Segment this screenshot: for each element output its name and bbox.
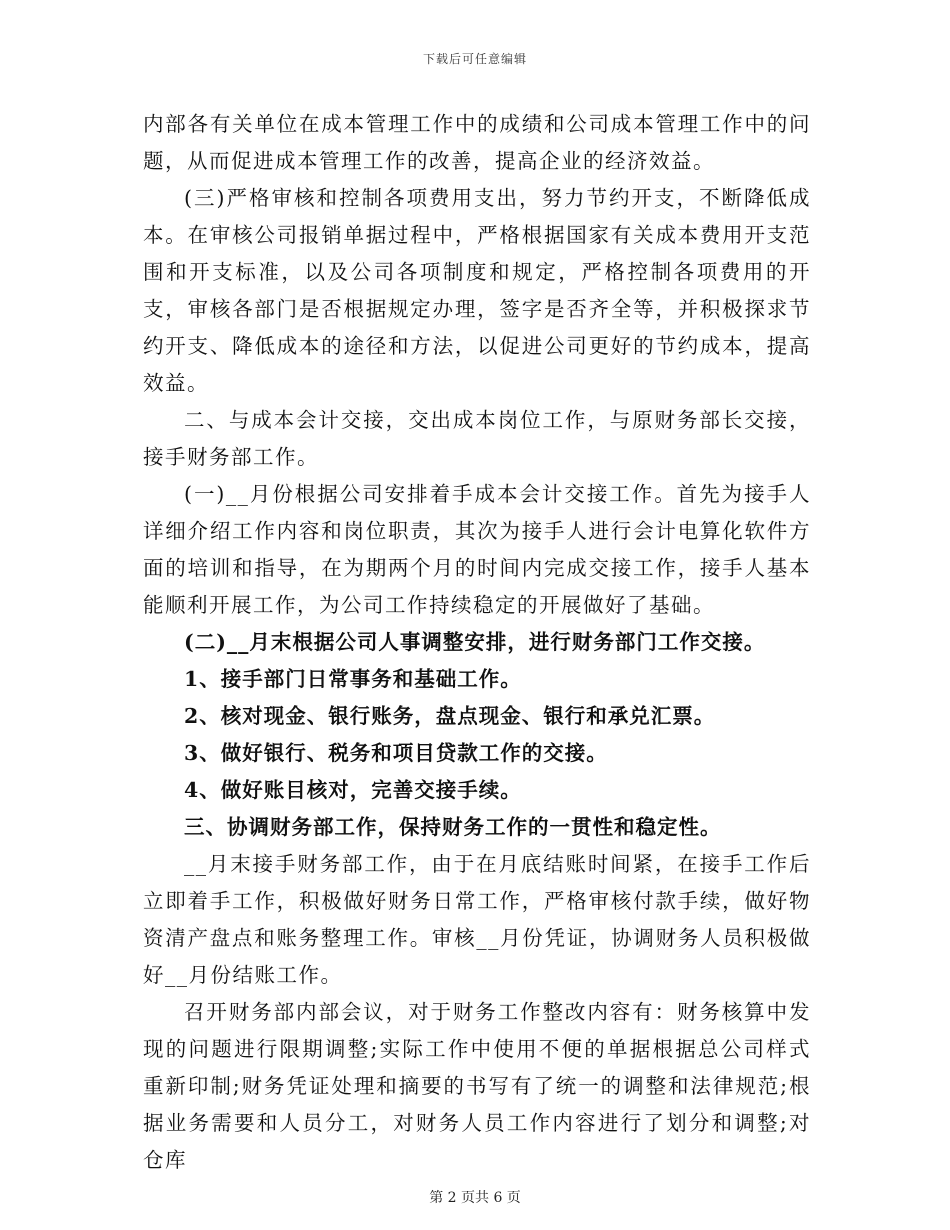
paragraph-4: (一)__月份根据公司安排着手成本会计交接工作。首先为接手人详细介绍工作内容和岗位职责，其次为接手人进行会计电算化软件方面的培训和指导，在为期两个月的时间内完成交接工作，接手人基本能顺利开展工作，为公司工作持续稳定的开展做好了基础。 xyxy=(143,482,811,617)
paragraph-5: (二)__月末根据公司人事调整安排，进行财务部门工作交接。 xyxy=(184,630,766,654)
paragraph-10: 三、协调财务部工作，保持财务工作的一贯性和稳定性。 xyxy=(184,815,722,839)
paragraph-12: 召开财务部内部会议，对于财务工作整改内容有：财务核算中发现的问题进行限期调整;实际工作中使用不便的单据根据总公司样式重新印制;财务凭证处理和摘要的书写有了统一的调整和法律规范;根据业务需要和人员分工，对财务人员工作内容进行了划分和调整;对仓库 xyxy=(143,1000,811,1172)
paragraph-9: 4、做好账目核对，完善交接手续。 xyxy=(184,778,522,802)
page-header: 下载后可任意编辑 xyxy=(422,52,527,66)
page-footer: 第 2 页共 6 页 xyxy=(429,1190,521,1206)
paragraph-1: 内部各有关单位在成本管理工作中的成绩和公司成本管理工作中的问题，从而促进成本管理工作的改善，提高企业的经济效益。 xyxy=(143,112,811,173)
paragraph-8: 3、做好银行、税务和项目贷款工作的交接。 xyxy=(184,741,608,765)
document-body xyxy=(143,106,811,1179)
paragraph-2: (三)严格审核和控制各项费用支出，努力节约开支，不断降低成本。在审核公司报销单据过程中，严格根据国家有关成本费用开支范围和开支标准，以及公司各项制度和规定，严格控制各项费用的开支，审核各部门是否根据规定办理，签字是否齐全等，并积极探求节约开支、降低成本的途径和方法，以促进公司更好的节约成本，提高效益。 xyxy=(143,186,811,395)
paragraph-7: 2、核对现金、银行账务，盘点现金、银行和承兑汇票。 xyxy=(184,704,716,728)
paragraph-6: 1、接手部门日常事务和基础工作。 xyxy=(184,667,522,691)
paragraph-11: __月末接手财务部工作，由于在月底结账时间紧，在接手工作后立即着手工作，积极做好财务日常工作，严格审核付款手续，做好物资清产盘点和账务整理工作。审核__月份凭证，协调财务人员积极做好__月份结账工作。 xyxy=(143,852,811,987)
paragraph-3: 二、与成本会计交接，交出成本岗位工作，与原财务部长交接，接手财务部工作。 xyxy=(143,408,811,469)
